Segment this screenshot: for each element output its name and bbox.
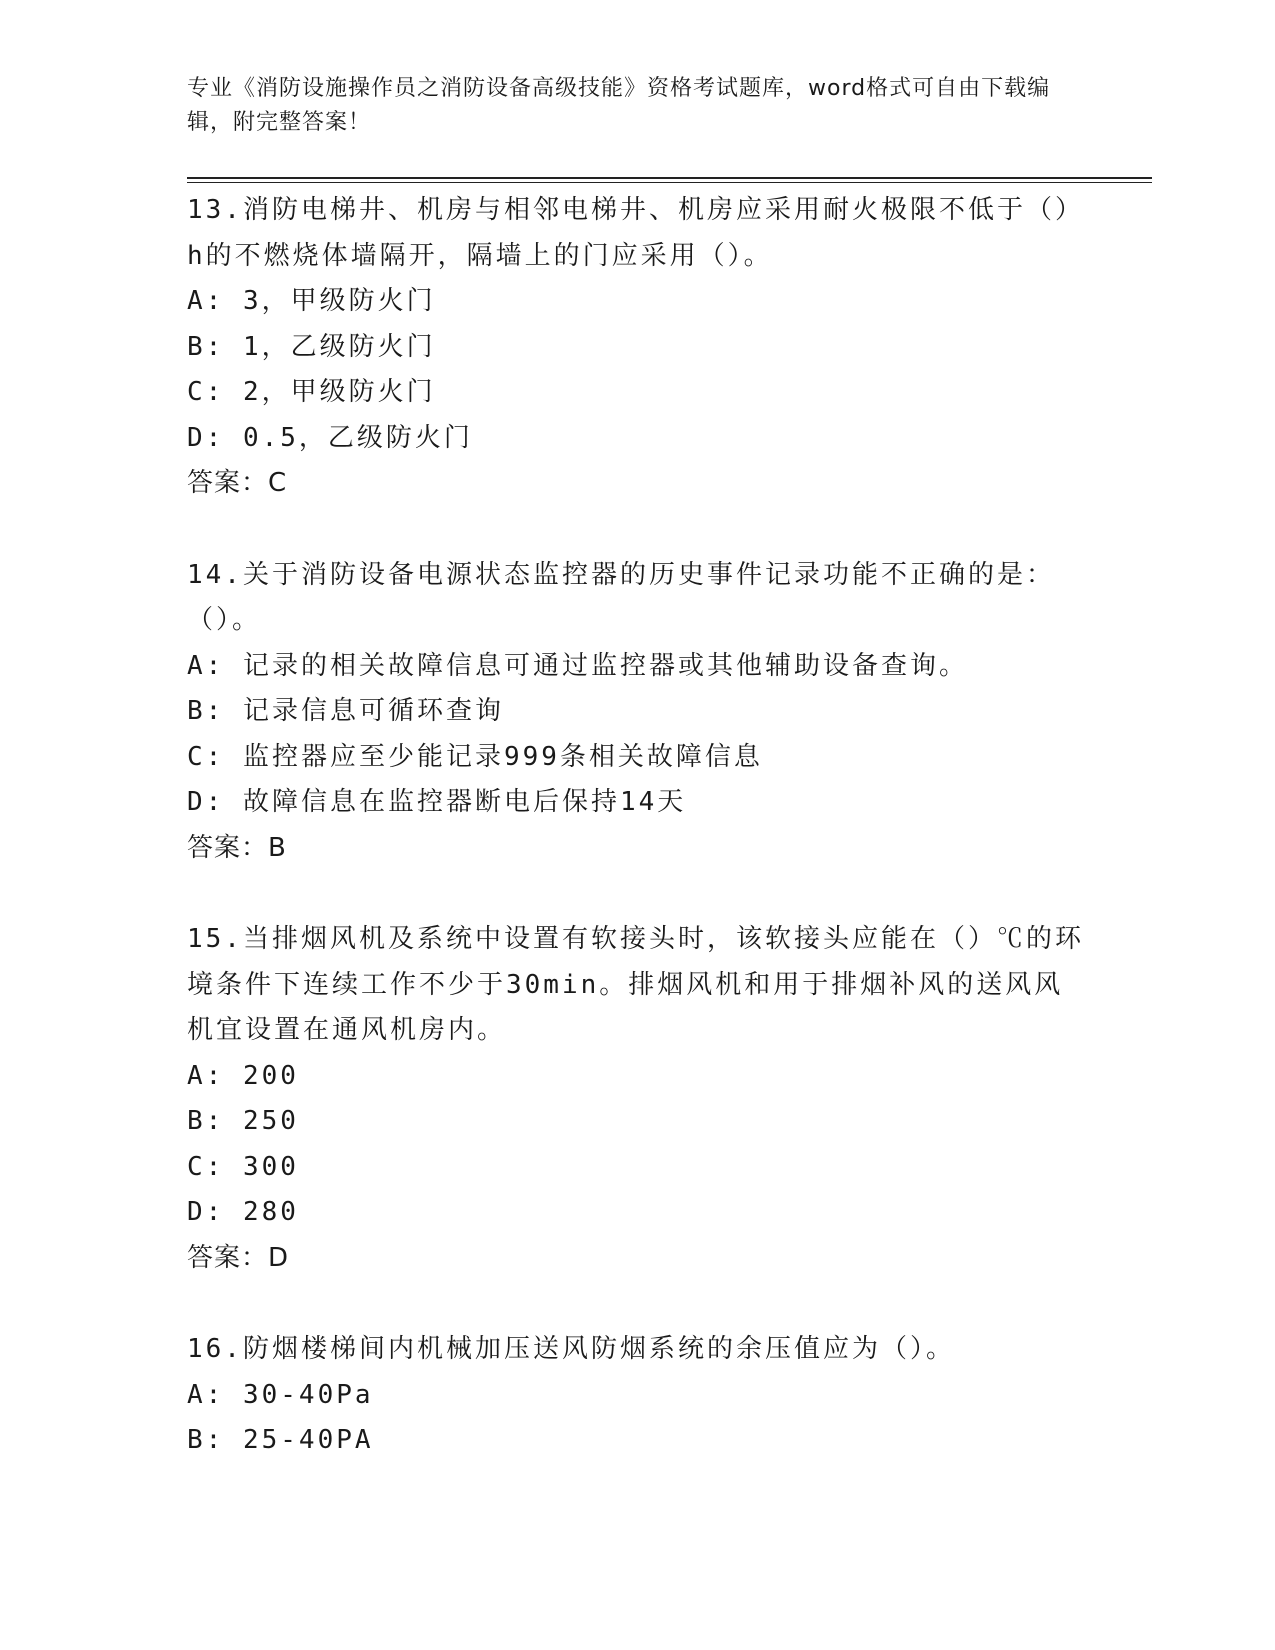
answer-line: 答案：D: [187, 1242, 290, 1273]
option-b: B: 记录信息可循环查询: [187, 696, 504, 726]
option-c: C: 2，甲级防火门: [187, 377, 436, 407]
question-13: [187, 188, 1087, 507]
option-a: A: 3，甲级防火门: [187, 286, 436, 316]
header-divider-thin: [187, 182, 1152, 183]
option-b: B: 1，乙级防火门: [187, 331, 436, 362]
option-a: A: 30-40Pa: [187, 1379, 374, 1410]
option-d: D: 280: [187, 1197, 299, 1227]
question-stem: 13.消防电梯井、机房与相邻电梯井、机房应采用耐火极限不低于（）h的不燃烧体墙隔开，隔墙上的门应采用（）。: [187, 195, 1084, 271]
option-a: A: 记录的相关故障信息可通过监控器或其他辅助设备查询。: [187, 650, 968, 681]
option-b: B: 25-40PA: [187, 1425, 374, 1455]
option-b: B: 250: [187, 1106, 299, 1136]
document-header: 专业《消防设施操作员之消防设备高级技能》资格考试题库，word格式可自由下载编辑，附完整答案！: [187, 76, 1051, 135]
question-stem: 16.防烟楼梯间内机械加压送风防烟系统的余压值应为（）。: [187, 1334, 955, 1364]
answer-line: 答案：B: [187, 832, 287, 863]
option-a: A: 200: [187, 1060, 299, 1091]
header-divider: [187, 177, 1152, 179]
option-d: D: 0.5，乙级防火门: [187, 422, 473, 453]
option-c: C: 监控器应至少能记录999条相关故障信息: [187, 741, 763, 772]
question-stem: 15.当排烟风机及系统中设置有软接头时，该软接头应能在（）℃的环境条件下连续工作不少于30min。排烟风机和用于排烟补风的送风风机宜设置在通风机房内。: [187, 924, 1084, 1045]
question-14: [187, 553, 1087, 872]
answer-line: 答案：C: [187, 468, 288, 498]
option-c: C: 300: [187, 1151, 299, 1182]
question-list: [187, 188, 1087, 1510]
question-16: [187, 1327, 1087, 1464]
question-stem: 14.关于消防设备电源状态监控器的历史事件记录功能不正确的是：（）。: [187, 559, 1055, 635]
option-d: D: 故障信息在监控器断电后保持14天: [187, 787, 687, 817]
question-15: [187, 917, 1087, 1281]
